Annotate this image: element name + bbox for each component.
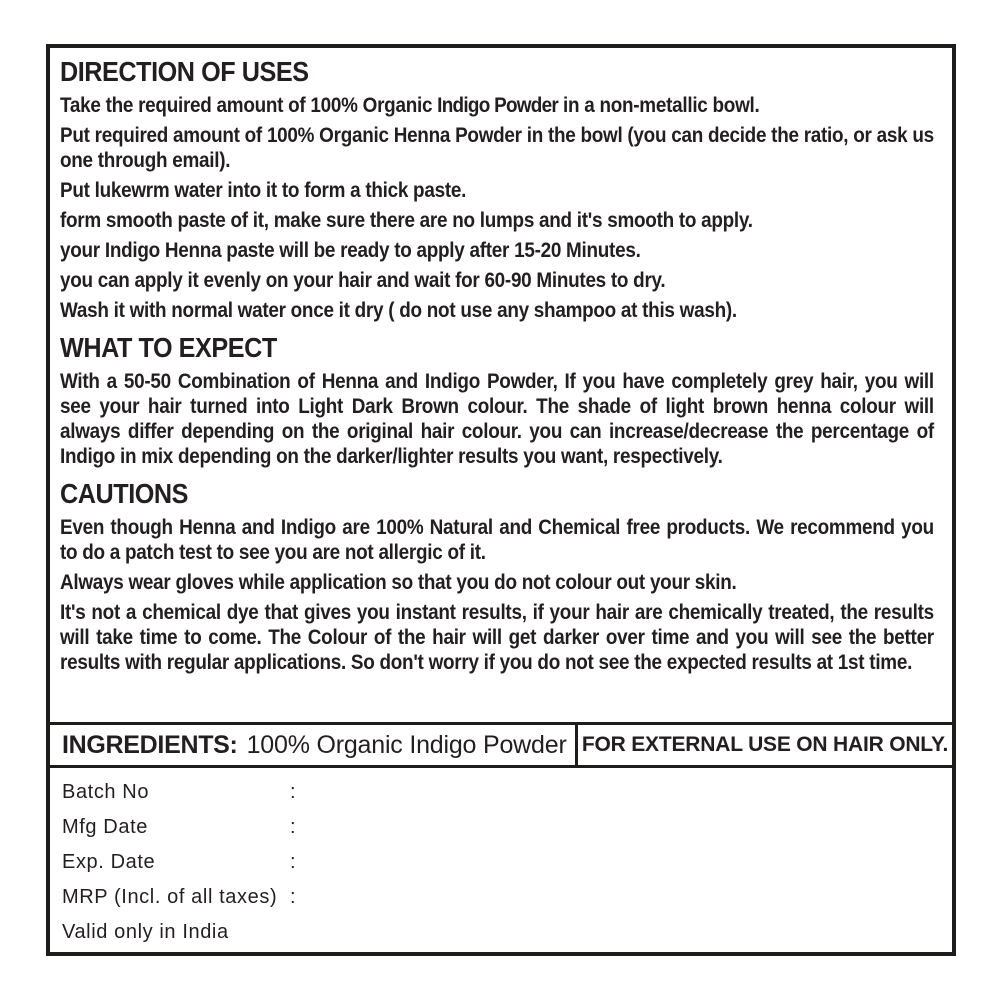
direction-step: you can apply it evenly on your hair and wait for 60-90 Minutes to dry.	[60, 269, 666, 292]
info-row-mrp	[62, 885, 952, 910]
direction-step: Wash it with normal water once it dry ( do not use any shampoo at this wash).	[60, 299, 737, 322]
expect-body: With a 50-50 Combination of Henna and Indigo Powder, If you have completely grey hair, you will see your hair turned into Light Dark Brown colour. The shade of light brown henna colour will always differ depending on the original hair colour. you can increase/decrease the percentage of Indigo in mix depending on the darker/lighter results you want, respectively.	[60, 370, 934, 468]
expect-heading: WHAT TO EXPECT	[60, 332, 277, 363]
info-label: MRP (Incl. of all taxes)	[62, 886, 278, 908]
batch-info-box	[50, 768, 952, 952]
info-row-mfg-date	[62, 815, 952, 840]
condensed-text-block	[60, 56, 934, 675]
external-use-note: FOR EXTERNAL USE ON HAIR ONLY.	[581, 733, 949, 756]
info-colon: :	[290, 851, 297, 873]
label-main-text	[50, 48, 952, 722]
ingredients-label: INGREDIENTS:	[62, 730, 238, 759]
directions-heading: DIRECTION OF USES	[60, 56, 309, 87]
step1-suffix: in a non-metallic bowl.	[558, 94, 760, 117]
ingredients-cell	[50, 725, 578, 765]
info-row-exp-date	[62, 850, 952, 875]
direction-step: Put required amount of 100% Organic Henna Powder in the bowl (you can decide the ratio, or ask us one through email).	[60, 124, 934, 172]
step1-product-name: Indigo Powder	[437, 94, 559, 117]
direction-step: your Indigo Henna paste will be ready to apply after 15-20 Minutes.	[60, 239, 641, 262]
caution-paragraph: Always wear gloves while application so that you do not colour out your skin.	[60, 571, 737, 594]
caution-paragraph: Even though Henna and Indigo are 100% Natural and Chemical free products. We recommend you to do a patch test to see you are not allergic of it.	[60, 516, 934, 564]
product-label-sheet	[46, 44, 956, 956]
info-label: Batch No	[62, 781, 150, 803]
direction-step: Put lukewrm water into it to form a thick paste.	[60, 179, 467, 202]
ingredients-bar	[50, 722, 952, 768]
direction-step: form smooth paste of it, make sure there are no lumps and it's smooth to apply.	[60, 209, 753, 232]
info-colon: :	[290, 816, 297, 838]
caution-paragraph: It's not a chemical dye that gives you instant results, if your hair are chemically treated, the results will take time to come. The Colour of the hair will get darker over time and you will see the better results with regular applications. So don't worry if you do not see the expected results at 1st time.	[60, 601, 934, 674]
info-colon: :	[290, 886, 297, 908]
step1-prefix: Take the required amount of 100% Organic	[60, 94, 438, 117]
info-row-batch-no	[62, 780, 952, 805]
cautions-heading: CAUTIONS	[60, 478, 189, 509]
info-label: Exp. Date	[62, 851, 156, 873]
info-label: Mfg Date	[62, 816, 148, 838]
info-colon: :	[290, 781, 297, 803]
ingredients-value: 100% Organic Indigo Powder	[246, 730, 567, 759]
validity-note: Valid only in India	[62, 921, 229, 943]
direction-step	[60, 93, 934, 118]
